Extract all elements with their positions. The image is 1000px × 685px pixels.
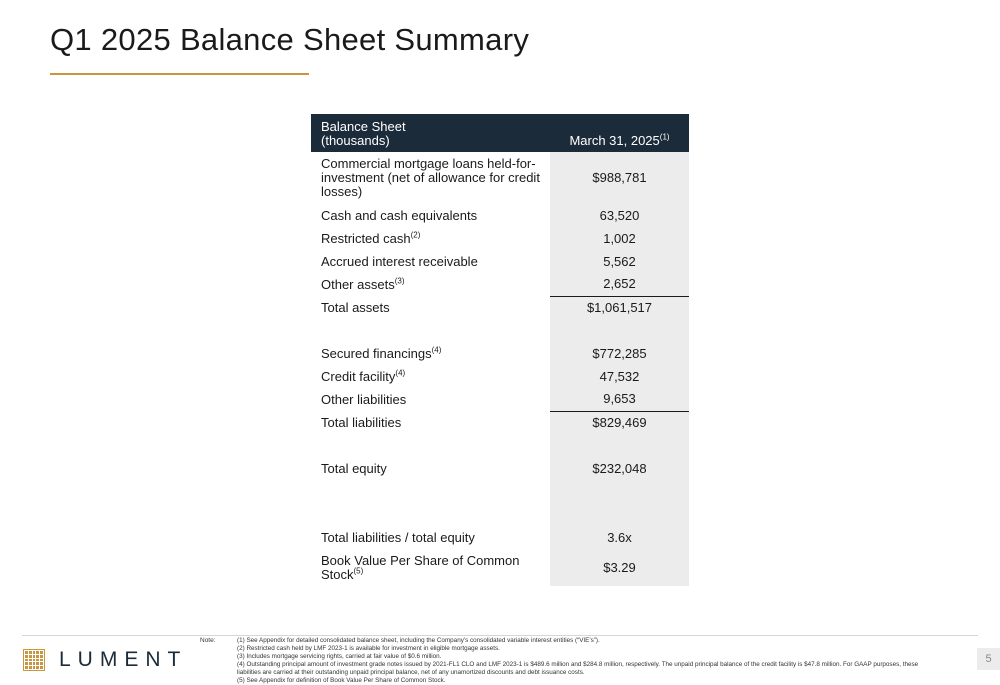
row-label-text: Cash and cash equivalents xyxy=(321,207,478,223)
spacer-cell xyxy=(550,319,689,342)
row-label-text: Commercial mortgage loans held-for-investment (net of allowance for credit losses) xyxy=(321,156,540,199)
row-label-text: Total liabilities xyxy=(321,414,402,430)
row-label-text: Other assets xyxy=(321,276,395,292)
header-footnote-ref: (1) xyxy=(659,132,670,142)
row-value: $772,285 xyxy=(550,342,689,365)
row-label xyxy=(311,204,550,227)
header-value-cell xyxy=(550,114,689,152)
row-value: 47,532 xyxy=(550,365,689,388)
row-label xyxy=(311,549,550,586)
row-label xyxy=(311,152,550,204)
row-label-text: Book Value Per Share of Common Stock xyxy=(321,552,520,582)
table-header-row xyxy=(311,114,689,152)
row-value: $232,048 xyxy=(550,457,689,480)
row-label-text: Total equity xyxy=(321,460,387,476)
table-row xyxy=(311,204,689,227)
spacer-row xyxy=(311,480,689,526)
row-label xyxy=(311,273,550,296)
footnote: (5) See Appendix for definition of Book Value Per Share of Common Stock. xyxy=(237,677,446,685)
spacer-row xyxy=(311,434,689,457)
spacer-cell xyxy=(311,434,550,457)
row-value: 2,652 xyxy=(550,273,689,296)
header-label-line2: (thousands) xyxy=(321,133,390,148)
footnote: (2) Restricted cash held by LMF 2023-1 is available for investment in eligible mortgage assets. xyxy=(237,645,500,653)
title-underline xyxy=(50,73,309,75)
table-row xyxy=(311,365,689,388)
footnotes xyxy=(237,637,937,685)
row-label xyxy=(311,342,550,365)
footnote: (1) See Appendix for detailed consolidated balance sheet, including the Company’s consolidated variable interest entities (“VIE’s”). xyxy=(237,637,600,644)
header-label-cell xyxy=(311,114,550,152)
row-label xyxy=(311,411,550,434)
row-label-text: Secured financings xyxy=(321,345,432,361)
row-label xyxy=(311,365,550,388)
logo-wordmark: LUMENT xyxy=(59,648,188,671)
header-date: March 31, 2025 xyxy=(569,133,660,148)
row-value: $829,469 xyxy=(550,411,689,434)
spacer-cell xyxy=(311,319,550,342)
row-value: $3.29 xyxy=(550,549,689,586)
row-value: 9,653 xyxy=(550,388,689,411)
row-footnote-ref: (4) xyxy=(395,368,406,378)
row-label-text: Credit facility xyxy=(321,368,396,384)
table-row xyxy=(311,296,689,319)
row-value: 5,562 xyxy=(550,250,689,273)
row-label xyxy=(311,250,550,273)
balance-sheet-table xyxy=(311,114,689,586)
company-logo xyxy=(23,648,187,672)
row-value: $1,061,517 xyxy=(550,296,689,319)
row-value: 3.6x xyxy=(550,526,689,549)
row-label xyxy=(311,227,550,250)
header-label-line1: Balance Sheet xyxy=(321,119,406,134)
row-label-text: Other liabilities xyxy=(321,391,407,407)
table-row xyxy=(311,388,689,411)
footer-divider xyxy=(22,635,978,636)
footnote: (4) Outstanding principal amount of investment grade notes issued by 2021-FL1 CLO and LMF 2023-1 is $489.6 million and $284.8 million, respectively. The unpaid principal balance of the credit facility is $47.8 million. For GAAP purposes, these liabilities are carried at their outstanding unpaid principal balance, net of any unamortized discounts and debt issuance costs. xyxy=(237,661,919,677)
table-row xyxy=(311,250,689,273)
row-value: 63,520 xyxy=(550,204,689,227)
table-row xyxy=(311,549,689,586)
spacer-cell xyxy=(550,480,689,526)
spacer-row xyxy=(311,319,689,342)
page-number: 5 xyxy=(977,648,1000,670)
footnote: (3) Includes mortgage servicing rights, carried at fair value of $0.6 million. xyxy=(237,653,442,661)
table-row xyxy=(311,273,689,296)
row-label-text: Total assets xyxy=(321,299,390,315)
row-label xyxy=(311,526,550,549)
row-label-text: Restricted cash xyxy=(321,230,411,246)
spacer-cell xyxy=(311,480,550,526)
table-row xyxy=(311,526,689,549)
row-footnote-ref: (5) xyxy=(353,566,364,576)
spacer-cell xyxy=(550,434,689,457)
row-footnote-ref: (4) xyxy=(431,345,442,355)
row-label xyxy=(311,296,550,319)
row-value: $988,781 xyxy=(550,152,689,204)
table-row xyxy=(311,342,689,365)
table-row xyxy=(311,152,689,204)
table-row xyxy=(311,227,689,250)
table-row xyxy=(311,457,689,480)
row-label-text: Accrued interest receivable xyxy=(321,253,478,269)
row-label-text: Total liabilities / total equity xyxy=(321,529,475,545)
page-title: Q1 2025 Balance Sheet Summary xyxy=(50,22,530,57)
row-footnote-ref: (2) xyxy=(410,230,421,240)
note-label: Note: xyxy=(200,637,216,644)
row-footnote-ref: (3) xyxy=(394,276,405,286)
logo-grid-icon xyxy=(23,649,45,671)
table-row xyxy=(311,411,689,434)
row-value: 1,002 xyxy=(550,227,689,250)
row-label xyxy=(311,457,550,480)
row-label xyxy=(311,388,550,411)
